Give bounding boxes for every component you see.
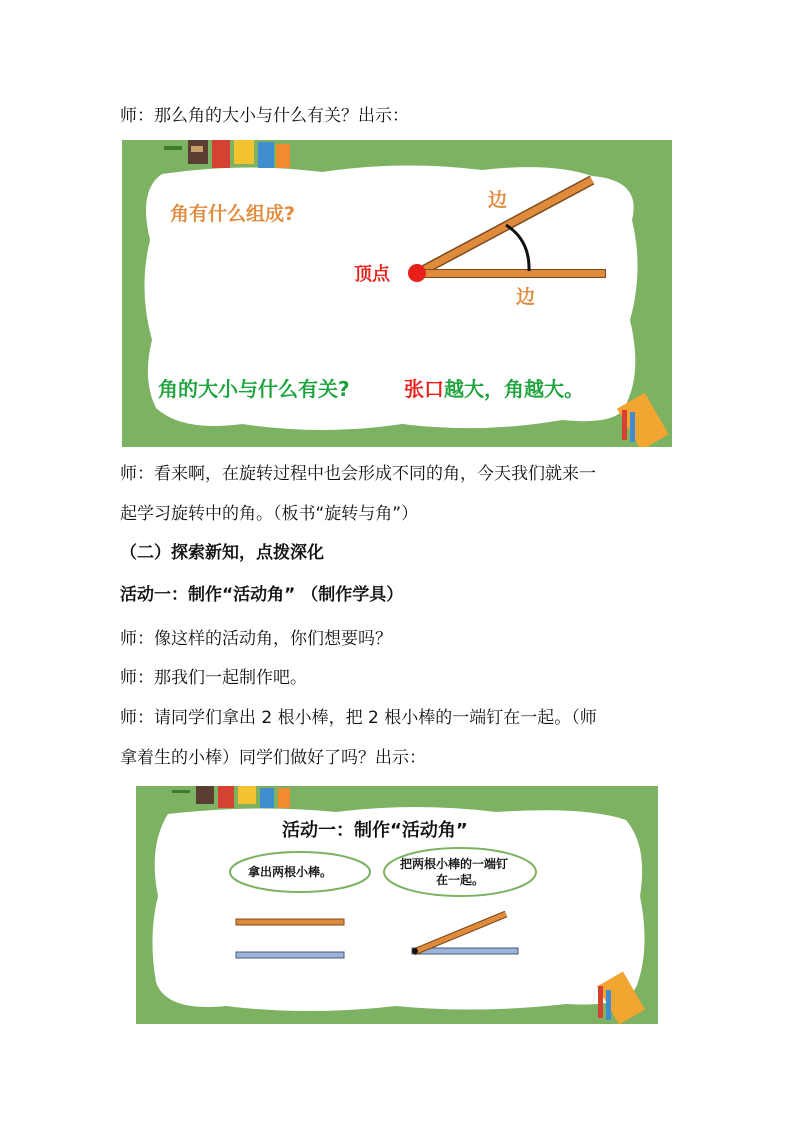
- cloud-2-text-line-1: 把两根小棒的一端钉: [400, 857, 509, 871]
- cloud-2-text-line-2: 在一起。: [436, 873, 485, 887]
- answer-green-part: 越大，角越大。: [444, 377, 584, 401]
- paragraph-6: 师：像这样的活动角，你们想要吗？: [120, 629, 392, 649]
- cloud-bubble-1: [230, 852, 370, 892]
- activity-heading: 活动一：制作“活动角” （制作学具）: [120, 585, 404, 605]
- orange-stick: [236, 919, 344, 925]
- paragraph-3: 起学习旋转中的角。（板书“旋转与角”）: [120, 504, 419, 524]
- slide-make-movable-angle: [136, 786, 658, 1024]
- slide-angle-components: [122, 140, 672, 447]
- slide-title: 活动一：制作“活动角”: [282, 820, 468, 841]
- question-text: 角有什么组成?: [170, 203, 296, 225]
- paragraph-9: 拿着生的小棒）同学们做好了吗？出示：: [120, 748, 426, 768]
- slide-2-graphic: [136, 786, 658, 1024]
- edge-label-top: 边: [488, 189, 508, 211]
- nail-dot: [412, 948, 418, 954]
- slide-1-graphic: [122, 140, 672, 447]
- paragraph-2: 师：看来啊，在旋转过程中也会形成不同的角，今天我们就来一: [120, 464, 596, 484]
- paragraph-8: 师：请同学们拿出 2 根小棒，把 2 根小棒的一端钉在一起。（师: [120, 708, 597, 728]
- vertex-dot: [408, 264, 426, 282]
- answer-red-part: 张口: [404, 377, 444, 401]
- section-heading: （二）探索新知，点拨深化: [120, 543, 324, 563]
- paragraph-1: 师：那么角的大小与什么有关？出示：: [120, 106, 409, 126]
- cloud-bubble-2: [384, 848, 536, 896]
- vertex-label: 顶点: [354, 264, 390, 285]
- edge-label-bottom: 边: [516, 286, 536, 308]
- paragraph-7: 师：那我们一起制作吧。: [120, 668, 307, 688]
- cloud-1-text: 拿出两根小棒。: [248, 865, 333, 879]
- answer-text: [404, 377, 584, 401]
- angle-edge-bottom: [417, 270, 605, 277]
- size-question-text: 角的大小与什么有关?: [158, 377, 350, 401]
- blue-stick: [236, 952, 344, 958]
